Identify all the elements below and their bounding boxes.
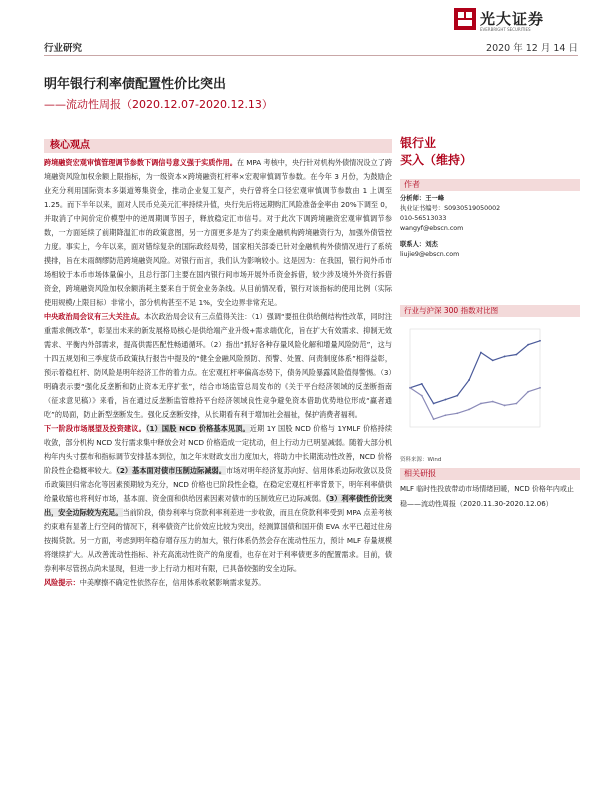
highlight-value: （3）利率债性价比突出，安全边际较为充足。 [44,494,392,517]
sidebar [400,135,580,260]
related-heading: 相关研报 [400,468,580,480]
chart-point-2-2 [433,418,435,420]
paragraph-cross-border [44,156,392,310]
contact-email[interactable]: liujie9@ebscn.com [400,251,460,258]
analyst-name: 王一峰 [425,195,445,202]
contact-label: 联系人： [400,241,426,248]
industry-label: 银行业 [400,136,437,150]
chart-series-line-1 [410,341,540,404]
chart-point-1-10 [527,344,529,346]
report-category: 行业研究 [44,43,83,54]
paragraph-text: 在 MPA 考核中，央行针对机构外债情况设立了跨境融资风险加权余额上限指标，为一级资本×跨境融资杠杆率×宏观审慎调节参数。在今年 3 月份，为鼓励企业充分利用国际资本多渠道筹集资金，推动企业复工复产，央行曾将全口径宏观审慎调节参数由 1 上调至 1.25。而下半年以来，面对人民币兑美元汇率持续升值，央行先后将远期购汇风险准备金率由 20%下调至 0，并取消了中间价定价模型中的逆周期调节因子，释放稳定汇市信号。对于此次下调跨境融资宏观审慎调节参数，一方面延续了前期降温汇市的政策意图，另一方面更多是为了约束金融机构跨境融资行为，加强外债管控力度。事实上，今年以来，面对错综复杂的国际政经局势，国家相关部委已针对金融机构外债情况进行了系统摸排，旨在未雨绸缪防范跨境融资风险。对银行而言，我们认为影响较小。这是因为：在我国，银行间外币市场相较于本币市场体量偏小，且总行部门主要在国内银行间市场开展外币资金拆借，较少涉及境外外资行拆借资金，跨境融资风险加权余额消耗主要来自于贸金业务条线。从目前情况看，银行对该指标的使用比例（实际使用规模/上限目标）非常小，部分机构甚至不足 1%，安全边界非常充足。 [44,158,392,307]
chart-point-2-5 [468,408,470,410]
paragraph-text: 本次政治局会议有三点值得关注：（1）强调“要扭住供给侧结构性改革，同时注重需求侧改革”，彰显出未来的新发展格局核心是供给端产业升级+需求端优化，旨在扩大有效需求、抑制无效需求、平衡内外部需求，提高供需匹配性畅通循环。（2）指出“抓好各种存量风险化解和增量风险防范”，这与十四五规划和三季度货币政策执行报告中提及的“健全金融风险预防、预警、处置、问责制度体系”相得益彰，预示着稳杠杆、防风险是明年经济工作的着力点。在宏观杠杆率偏高态势下，债务风险暴露风险值得警惕。（3）明确表示要“强化反垄断和防止资本无序扩张”，结合市场监管总局发布的《关于平台经济领域的反垄断指南（征求意见稿）》来看，旨在通过反垄断监管维持平台经济领域良性竞争避免资本借助优势地位形成“赢者通吃”的局面，防止新型垄断发生。强化反垄断安排，从长期看有利于增加社会福祉，保护消费者福利。 [44,312,392,419]
paragraph-text: 市场对明年经济复苏向好、信用体系边际收敛以及货币政策回归常态化等因素预期较为充分，NCD 价格也已阶段性企稳，在稳定宏观杠杆率背景下，明年利率债供给量收缩也将利好市场，基本面、资金面和供给因素因素对债市的压制效应已边际减弱。 [44,466,392,503]
chart-point-2-6 [480,403,482,405]
highlight-fundamentals: （2）基本面对债市压制边际减弱。 [116,466,226,475]
chart-point-1-2 [433,403,435,405]
chart-point-1-6 [480,352,482,354]
chart-point-2-0 [409,387,411,389]
chart-point-2-11 [539,387,541,389]
chart-point-1-1 [421,383,423,385]
author-heading: 作者 [400,179,580,191]
analyst-email[interactable]: wangyf@ebscn.com [400,225,464,232]
brand-logo [454,8,594,38]
index-comparison-chart [400,305,580,453]
report-subtitle: ——流动性周报（2020.12.07-2020.12.13） [44,98,273,111]
paragraph-text: 当前阶段，债券利率与贷款利率利差进一步收敛，而且在贷款利率受到 MPA 点差考核约束难有显著上行空间的情况下，利率债资产比价效应比较为突出，经测算国债和国开债 EVA 水平已超过住房按揭贷款。另一方面，考虑到明年稳存增存压力的加大，银行体系仍然会存在流动性压力，预计 MLF 存量规模将继续扩大。从改善流动性指标、补充高流动性资产的角度看，也存在对于利率债更多的配置需求。目前，债券利率尽管拐点尚未显现，但进一步上行动力相对有限，已具备较强的安全边际。 [44,508,392,573]
chart-point-2-8 [504,405,506,407]
paragraph-lead: 中央政治局会议有三大关注点。 [44,312,145,321]
rating-label: 买入（维持） [400,153,473,167]
chart-svg [400,317,580,451]
chart-point-2-9 [515,403,517,405]
contact-name: 刘杰 [425,241,438,248]
chart-source: 资料来源：Wind [400,457,442,463]
core-heading-bar [44,139,392,153]
chart-title: 行业与沪深 300 指数对比图 [400,305,580,317]
chart-point-1-9 [515,354,517,356]
paragraph-risk [44,576,392,590]
core-heading: 核心观点 [50,140,90,151]
chart-point-2-4 [456,412,458,414]
main-body [44,156,392,756]
chart-point-2-1 [421,395,423,397]
paragraph-outlook [44,422,392,576]
phone-number: 010-56513033 [400,215,447,222]
paragraph-politburo [44,310,392,422]
analyst-label: 分析师： [400,195,426,202]
header-divider [44,55,578,56]
chart-series-line-2 [410,388,540,419]
analyst-line [400,194,580,204]
brand-subname: EVERBRIGHT SECURITIES [480,27,531,32]
paragraph-text: 近期 1Y 国股 NCD 价格与 1YMLF 价格持续收敛，部分机构 NCD 发行需求集中释放会对 NCD 价格造成一定扰动，但上行动力已明显减弱。随着大部分机构年内头寸摆布和指标调节安排基本到位，加之年末财政支出力度加大，将助力中长期流动性改善，NCD 价格阶段性企稳概率较大。 [44,424,392,475]
chart-point-1-11 [539,340,541,342]
report-title: 明年银行利率债配置性价比突出 [44,77,227,92]
chart-point-1-4 [456,395,458,397]
license-number: 执业证书编号：S0930519050002 [400,205,501,212]
chart-point-2-3 [445,414,447,416]
chart-point-1-8 [504,356,506,358]
chart-point-1-7 [492,359,494,361]
highlight-ncd: （1）国股 NCD 价格基本见顶。 [145,424,250,433]
contact-line [400,240,580,250]
chart-point-2-7 [492,401,494,403]
chart-point-1-5 [468,379,470,381]
report-date: 2020 年 12 月 14 日 [486,43,578,54]
related-report-link[interactable]: MLF 临时性投放带动市场情绪回暖，NCD 价格年内或止稳——流动性周报（2020.11.30-2020.12.06） [400,485,574,508]
brand-name: 光大证券 [480,10,545,28]
brand-logo-icon [454,8,476,30]
risk-text: 中美摩擦不确定性依然存在，信用体系收紧影响需求复苏。 [79,578,266,587]
chart-point-1-3 [445,399,447,401]
paragraph-lead: 跨境融资宏观审慎管理调节参数下调信号意义强于实质作用。 [44,158,237,167]
paragraph-lead: 下一阶段市场展望及投资建议。 [44,424,146,433]
chart-point-2-10 [527,391,529,393]
risk-lead: 风险提示： [44,578,80,587]
